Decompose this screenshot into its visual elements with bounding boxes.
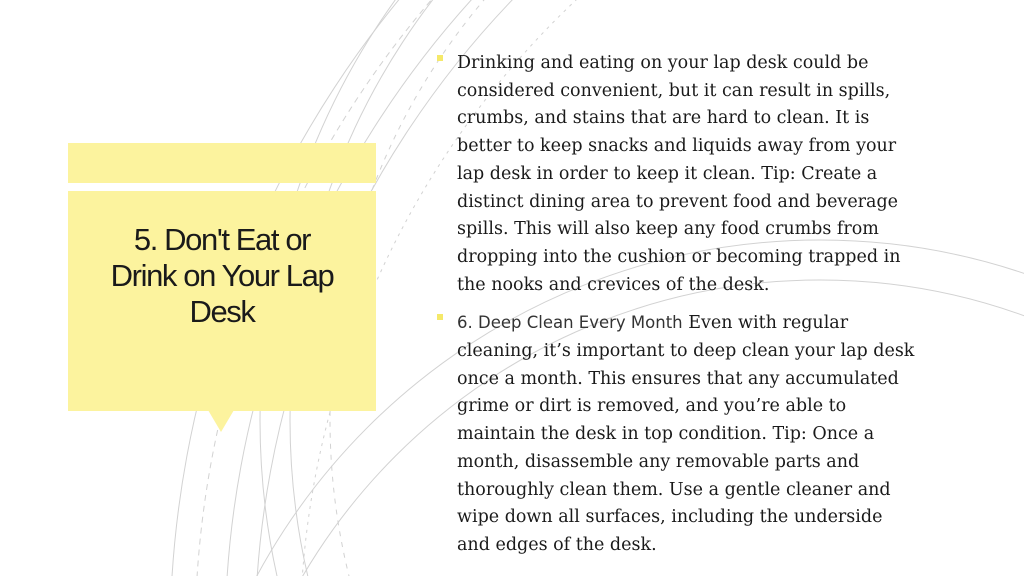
bullet-text: Drinking and eating on your lap desk could be considered convenient, but it can result in spills, crumbs, and stains that are hard to clean. It is better to keep snacks and liquids away from your lap desk in order to keep it clean. Tip: Create a distinct dining area to prevent food and beverage spills. This will also keep any food crumbs from dropping into the cushion or becoming trapped in the nooks and crevices of the desk.: [457, 53, 901, 295]
slide-title-line: Drink on Your Lap: [110, 258, 334, 293]
bullet-item-2: [437, 309, 977, 559]
bullet-item-1: [437, 50, 977, 299]
title-accent-strip: [68, 143, 376, 183]
bullet-text: Even with regular cleaning, it’s important to deep clean your lap desk once a month. This ensures that any accumulated grime or dirt is removed, and you’re able to maintain the desk in top condition. Tip: Once a month, disassemble any removable parts and thoroughly clean them. Use a gentle cleaner and wipe down all surfaces, including the underside and edges of the desk.: [457, 313, 915, 555]
bullet-marker: [437, 314, 443, 320]
slide-title-line: 5. Don't Eat or: [133, 222, 311, 257]
slide-title-line: Desk: [189, 294, 255, 329]
bullet-marker: [437, 55, 443, 61]
bullet-heading: 6. Deep Clean Every Month: [457, 313, 683, 333]
callout-pointer: [208, 410, 234, 432]
slide-title: [68, 222, 376, 330]
content-bullet-list: [437, 50, 977, 560]
